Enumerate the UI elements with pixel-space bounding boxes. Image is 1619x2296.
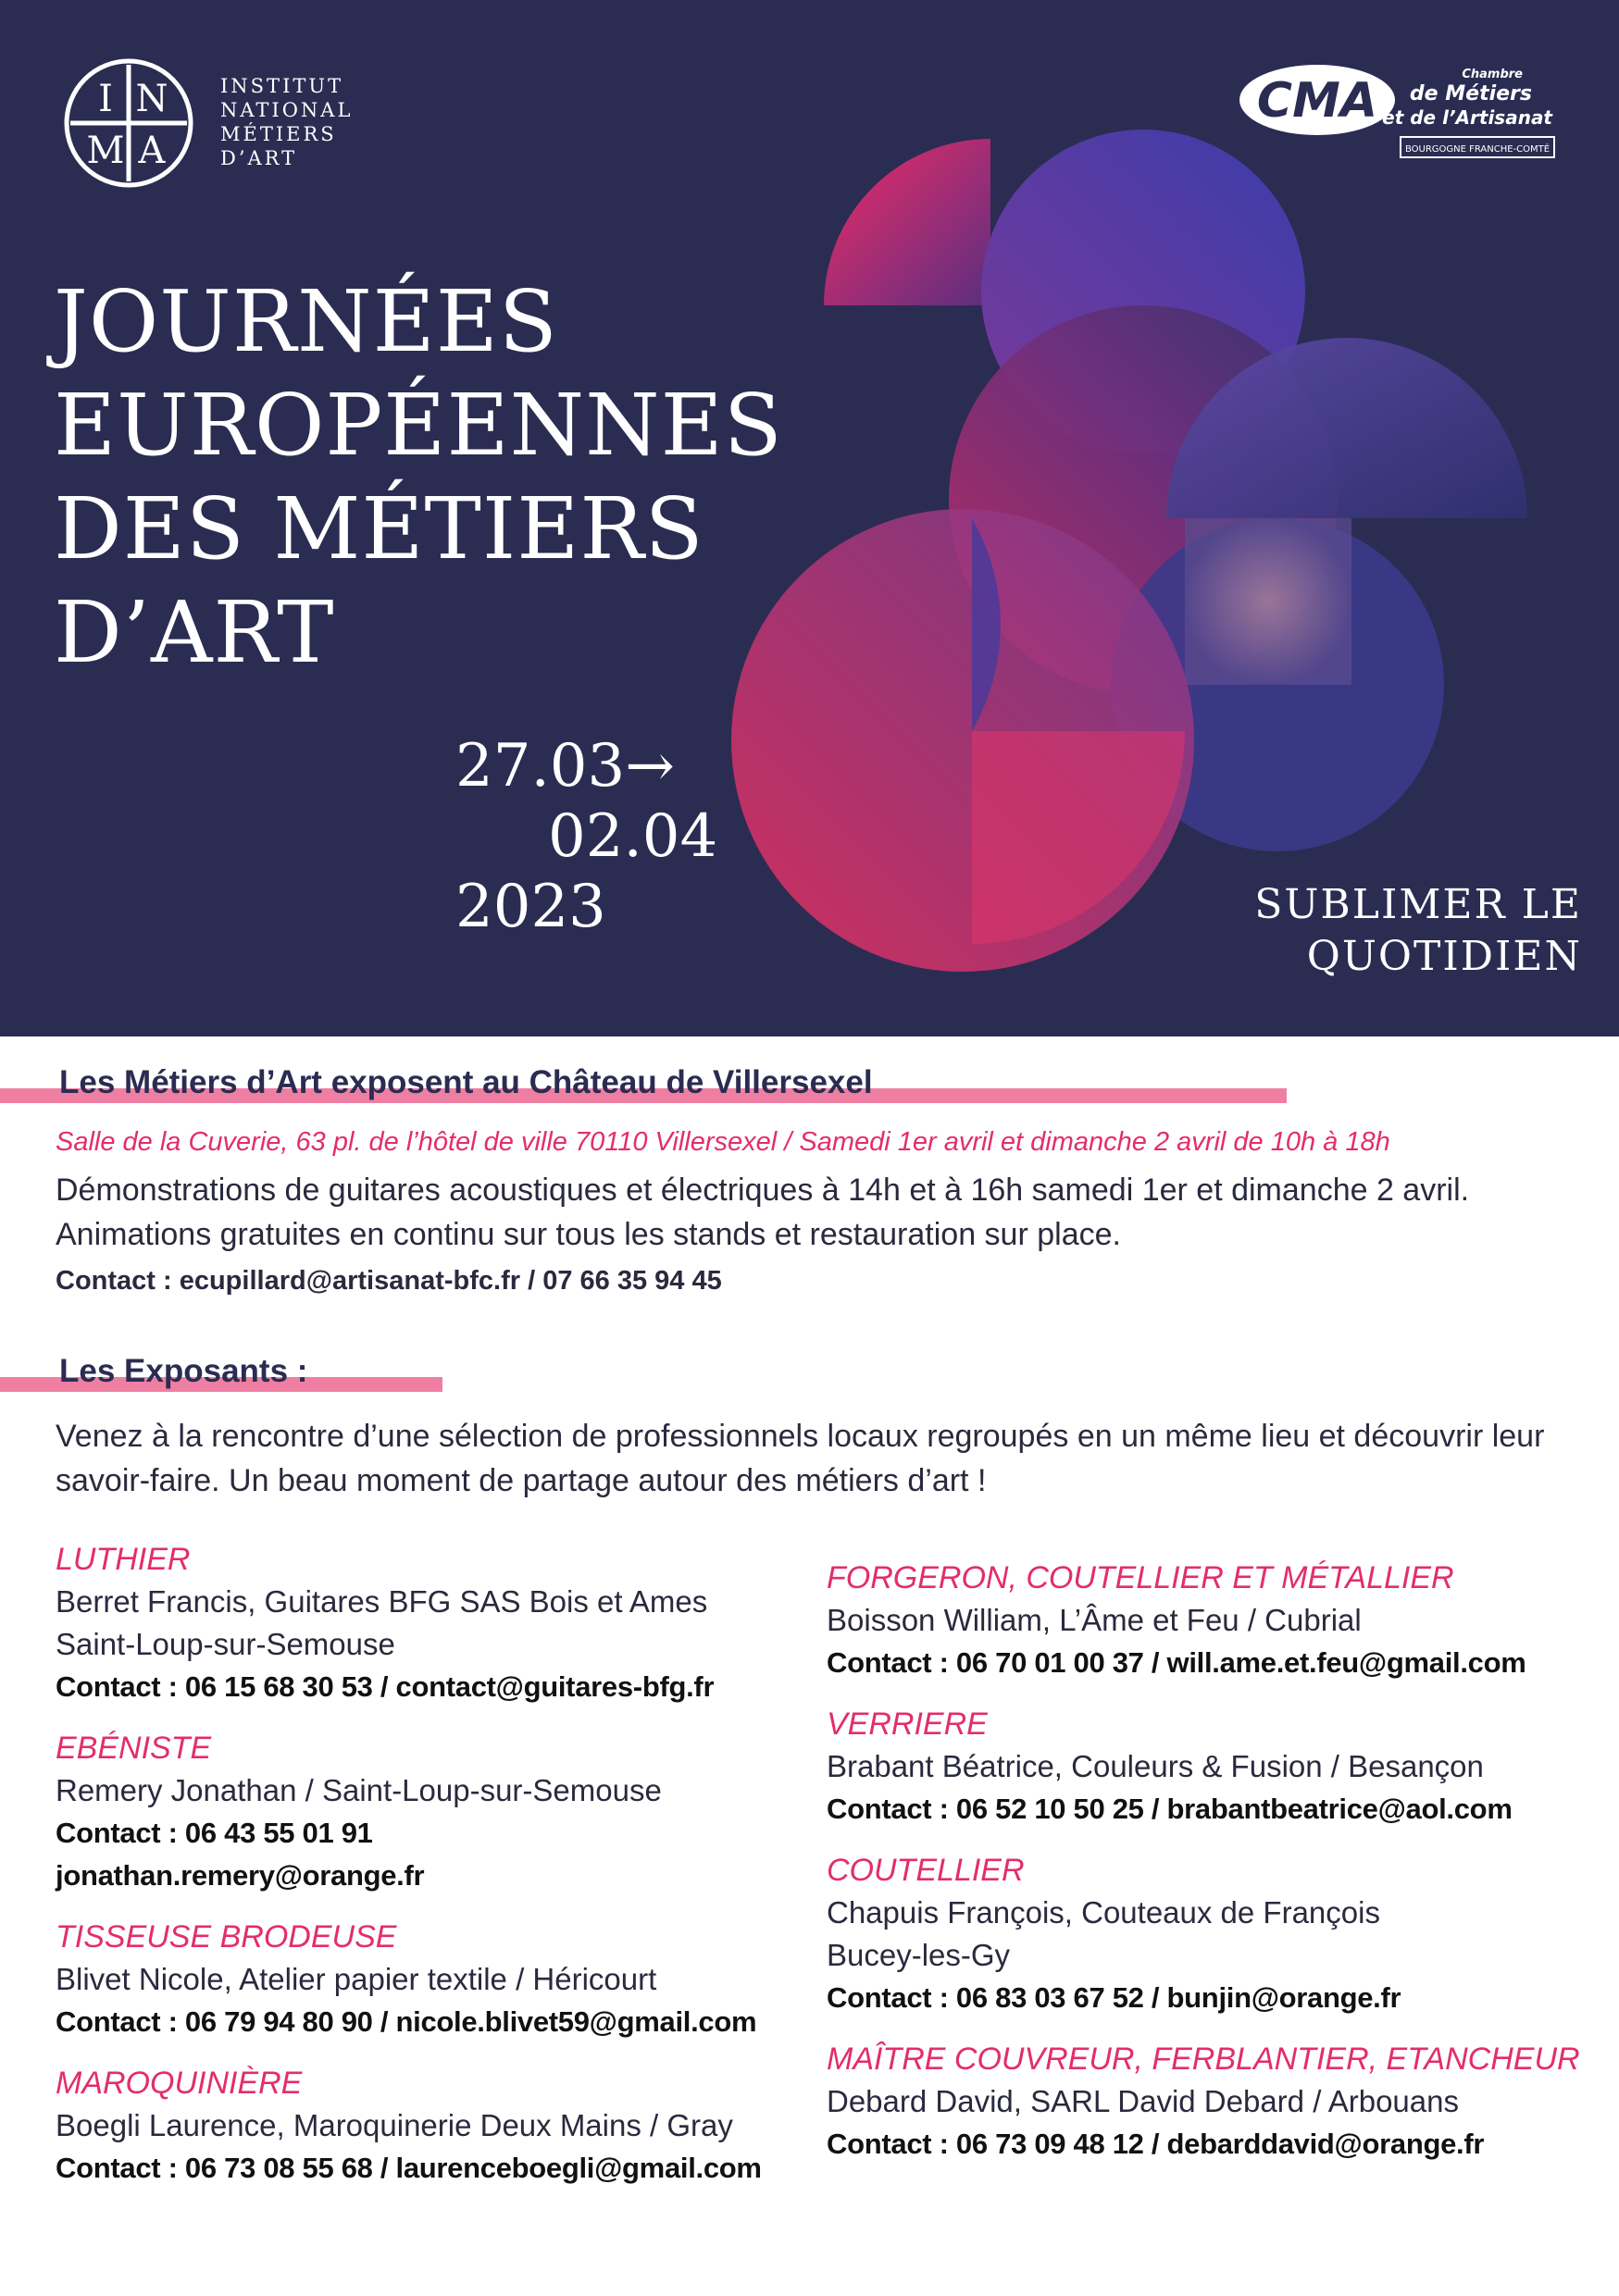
- exposant-contact: Contact : 06 79 94 80 90 / nicole.blivet59@gmail.com: [56, 2005, 757, 2038]
- cma-text-line: de Métiers: [1409, 82, 1532, 105]
- tagline-line: QUOTIDIEN: [1306, 933, 1582, 980]
- svg-text:I: I: [98, 78, 113, 120]
- exposant-category: LUTHIER: [56, 1542, 191, 1577]
- tagline: [1254, 879, 1582, 983]
- exposant-contact: Contact : 06 73 08 55 68 / laurenceboegli@gmail.com: [56, 2152, 762, 2184]
- list-item: [827, 2038, 1586, 2166]
- exposant-contact: Contact : 06 15 68 30 53 / contact@guitares-bfg.fr: [56, 1670, 715, 1703]
- exposant-line: Remery Jonathan / Saint-Loup-sur-Semouse: [56, 1773, 662, 1807]
- inma-name-line: NATIONAL: [220, 99, 354, 121]
- inma-logo-icon: [63, 57, 194, 189]
- inma-name-line: MÉTIERS: [220, 123, 337, 145]
- hero-banner: [0, 0, 1619, 1036]
- exposants-right-column: [827, 1557, 1586, 2184]
- exposant-contact: Contact : 06 52 10 50 25 / brabantbeatrice@aol.com: [827, 1793, 1513, 1825]
- exposant-line: Blivet Nicole, Atelier papier textile / Héricourt: [56, 1962, 657, 1996]
- exposant-line: Chapuis François, Couteaux de François: [827, 1895, 1380, 1930]
- event-dates: [455, 731, 717, 942]
- list-item: [827, 1557, 1586, 1684]
- title-line: DES MÉTIERS: [54, 479, 704, 578]
- title-line: D’ART: [54, 583, 335, 682]
- exposant-line: Brabant Béatrice, Couleurs & Fusion / Besançon: [827, 1749, 1484, 1783]
- exposant-category: MAROQUINIÈRE: [56, 2066, 303, 2101]
- cma-text-line: Chambre: [1462, 68, 1523, 81]
- list-item: [56, 1727, 815, 1897]
- exposant-contact: Contact : 06 70 01 00 37 / will.ame.et.feu@gmail.com: [827, 1646, 1526, 1679]
- event-venue: Salle de la Cuverie, 63 pl. de l’hôtel de ville 70110 Villersexel / Samedi 1er avril et dimanche 2 avril de 10h à 18h: [56, 1127, 1390, 1157]
- date-end: 02.04: [548, 802, 718, 871]
- page-title: [54, 270, 783, 685]
- list-item: [56, 1538, 815, 1708]
- svg-text:M: M: [86, 130, 125, 172]
- cma-text-line: et de l’Artisanat: [1382, 106, 1552, 129]
- svg-text:N: N: [135, 78, 168, 120]
- list-item: [56, 1916, 815, 2043]
- exposant-line: Debard David, SARL David Debard / Arbouans: [827, 2084, 1459, 2118]
- exposant-line: Boegli Laurence, Maroquinerie Deux Mains / Gray: [56, 2108, 733, 2142]
- list-item: [827, 1849, 1586, 2019]
- date-year: 2023: [455, 873, 606, 941]
- exposant-category: FORGERON, COUTELLIER ET MÉTALLIER: [827, 1560, 1454, 1595]
- cma-region: BOURGOGNE FRANCHE-COMTÉ: [1404, 144, 1551, 155]
- exposant-category: VERRIERE: [827, 1706, 988, 1742]
- exposant-category: TISSEUSE BRODEUSE: [56, 1919, 397, 1955]
- exposant-line: Saint-Loup-sur-Semouse: [56, 1627, 395, 1661]
- exposants-heading: Les Exposants :: [59, 1353, 308, 1389]
- inma-name-line: INSTITUT: [220, 75, 344, 97]
- exposant-line: Boisson William, L’Âme et Feu / Cubrial: [827, 1603, 1362, 1637]
- exposant-contact: Contact : 06 73 09 48 12 / debarddavid@orange.fr: [827, 2128, 1485, 2160]
- event-contact: Contact : ecupillard@artisanat-bfc.fr / 07 66 35 94 45: [56, 1266, 722, 1296]
- svg-text:CMA: CMA: [1256, 73, 1378, 129]
- exposants-intro: Venez à la rencontre d’une sélection de professionnels locaux regroupés en un même lieu et découvrir leur savoir-faire. Un beau moment de partage autour des métiers d’art !: [56, 1419, 1545, 1498]
- title-line: JOURNÉES: [54, 272, 558, 371]
- exposant-contact: Contact : 06 43 55 01 91: [56, 1817, 373, 1849]
- exposant-category: COUTELLIER: [827, 1853, 1025, 1888]
- exposant-category: EBÉNISTE: [56, 1731, 212, 1766]
- exposant-category: MAÎTRE COUVREUR, FERBLANTIER, ETANCHEUR: [827, 2042, 1580, 2077]
- exposant-contact: Contact : 06 83 03 67 52 / bunjin@orange.fr: [827, 1981, 1401, 2014]
- exposant-line: Berret Francis, Guitares BFG SAS Bois et Ames: [56, 1584, 708, 1619]
- exposant-contact: jonathan.remery@orange.fr: [56, 1859, 425, 1892]
- list-item: [56, 2062, 815, 2190]
- exposants-left-column: [56, 1538, 815, 2208]
- title-line: EUROPÉENNES: [54, 376, 783, 475]
- inma-name: [220, 74, 353, 170]
- svg-text:A: A: [138, 130, 166, 172]
- date-start: 27.03→: [455, 732, 675, 800]
- decorative-circles-art: [722, 130, 1555, 981]
- list-item: [827, 1703, 1586, 1831]
- event-heading: Les Métiers d’Art exposent au Château de Villersexel: [59, 1064, 873, 1100]
- exposant-line: Bucey-les-Gy: [827, 1938, 1011, 1972]
- event-description: Démonstrations de guitares acoustiques et électriques à 14h et à 16h samedi 1er et dimanche 2 avril. Animations gratuites en continu sur tous les stands et restauration sur place.: [56, 1173, 1470, 1252]
- tagline-line: SUBLIMER LE: [1254, 881, 1582, 928]
- inma-name-line: D’ART: [220, 147, 298, 169]
